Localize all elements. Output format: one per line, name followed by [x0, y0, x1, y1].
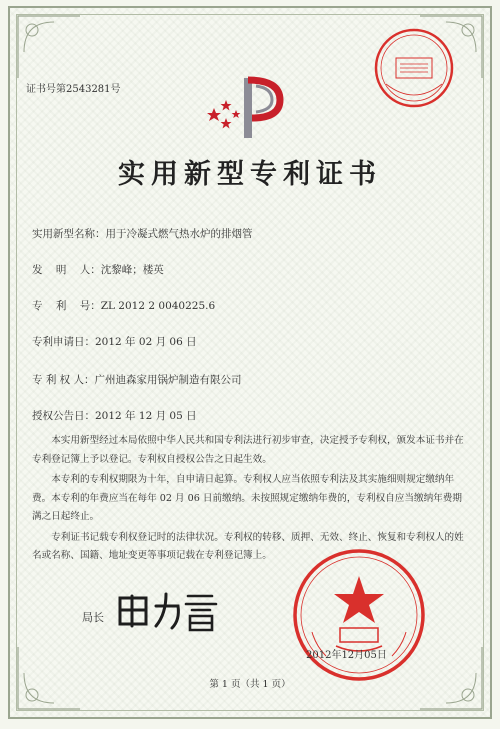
certificate-title: 实用新型专利证书: [118, 159, 382, 190]
field-label: 专利申请日：: [32, 336, 95, 348]
field-value: 2012 年 02 月 06 日: [95, 336, 197, 348]
field-label: 实用新型名称：: [32, 228, 106, 240]
field-value: 2012 年 12 月 05 日: [95, 410, 197, 422]
body-paragraph: 本专利的专利权期限为十年，自申请日起算。专利权人应当依照专利法及其实施细则规定缴纳年费。本专利的年费应当在每年 02 月 06 日前缴纳。未按照规定缴纳年费的，专利权自应当缴纳年费期满之日起终止。: [32, 474, 462, 522]
page-number: 第 1 页（共 1 页）: [209, 679, 291, 690]
seal-date: 2012年12月05日: [306, 650, 387, 661]
field-label: 专 利 号：: [32, 300, 101, 312]
field-utility-model-name: [32, 226, 253, 241]
field-patentee: [32, 372, 242, 387]
field-label: 专 利 权 人：: [32, 374, 95, 386]
body-paragraph: 本实用新型经过本局依照中华人民共和国专利法进行初步审查，决定授予专利权，颁发本证书并在专利登记簿上予以登记。专利权自授权公告之日起生效。: [32, 435, 464, 465]
field-label: 授权公告日：: [32, 410, 95, 422]
field-label: 发 明 人：: [32, 264, 101, 276]
director-label: 局长: [82, 611, 104, 624]
corner-ornament-top-left: [14, 12, 84, 82]
body-paragraph: 专利证书记载专利权登记时的法律状况。专利权的转移、质押、无效、终止、恢复和专利权人的姓名或名称、国籍、地址变更等事项记载在专利登记簿上。: [32, 531, 464, 561]
director-signature-icon: [112, 586, 222, 634]
field-value: ZL 2012 2 0040225.6: [100, 300, 216, 312]
field-application-date: [32, 334, 197, 349]
field-inventors: [32, 262, 164, 277]
field-value: 沈黎峰；楼英: [100, 264, 164, 276]
top-right-seal-icon: [372, 26, 456, 110]
field-patent-number: [32, 298, 215, 313]
field-value: 用于冷凝式燃气热水炉的排烟管: [105, 228, 253, 240]
patent-office-logo-icon: [196, 66, 296, 146]
field-value: 广州迪森家用锅炉制造有限公司: [94, 374, 242, 386]
field-grant-date: [32, 408, 197, 423]
official-seal-icon: [290, 546, 428, 684]
certificate-number: 证书号第2543281号: [26, 84, 121, 95]
